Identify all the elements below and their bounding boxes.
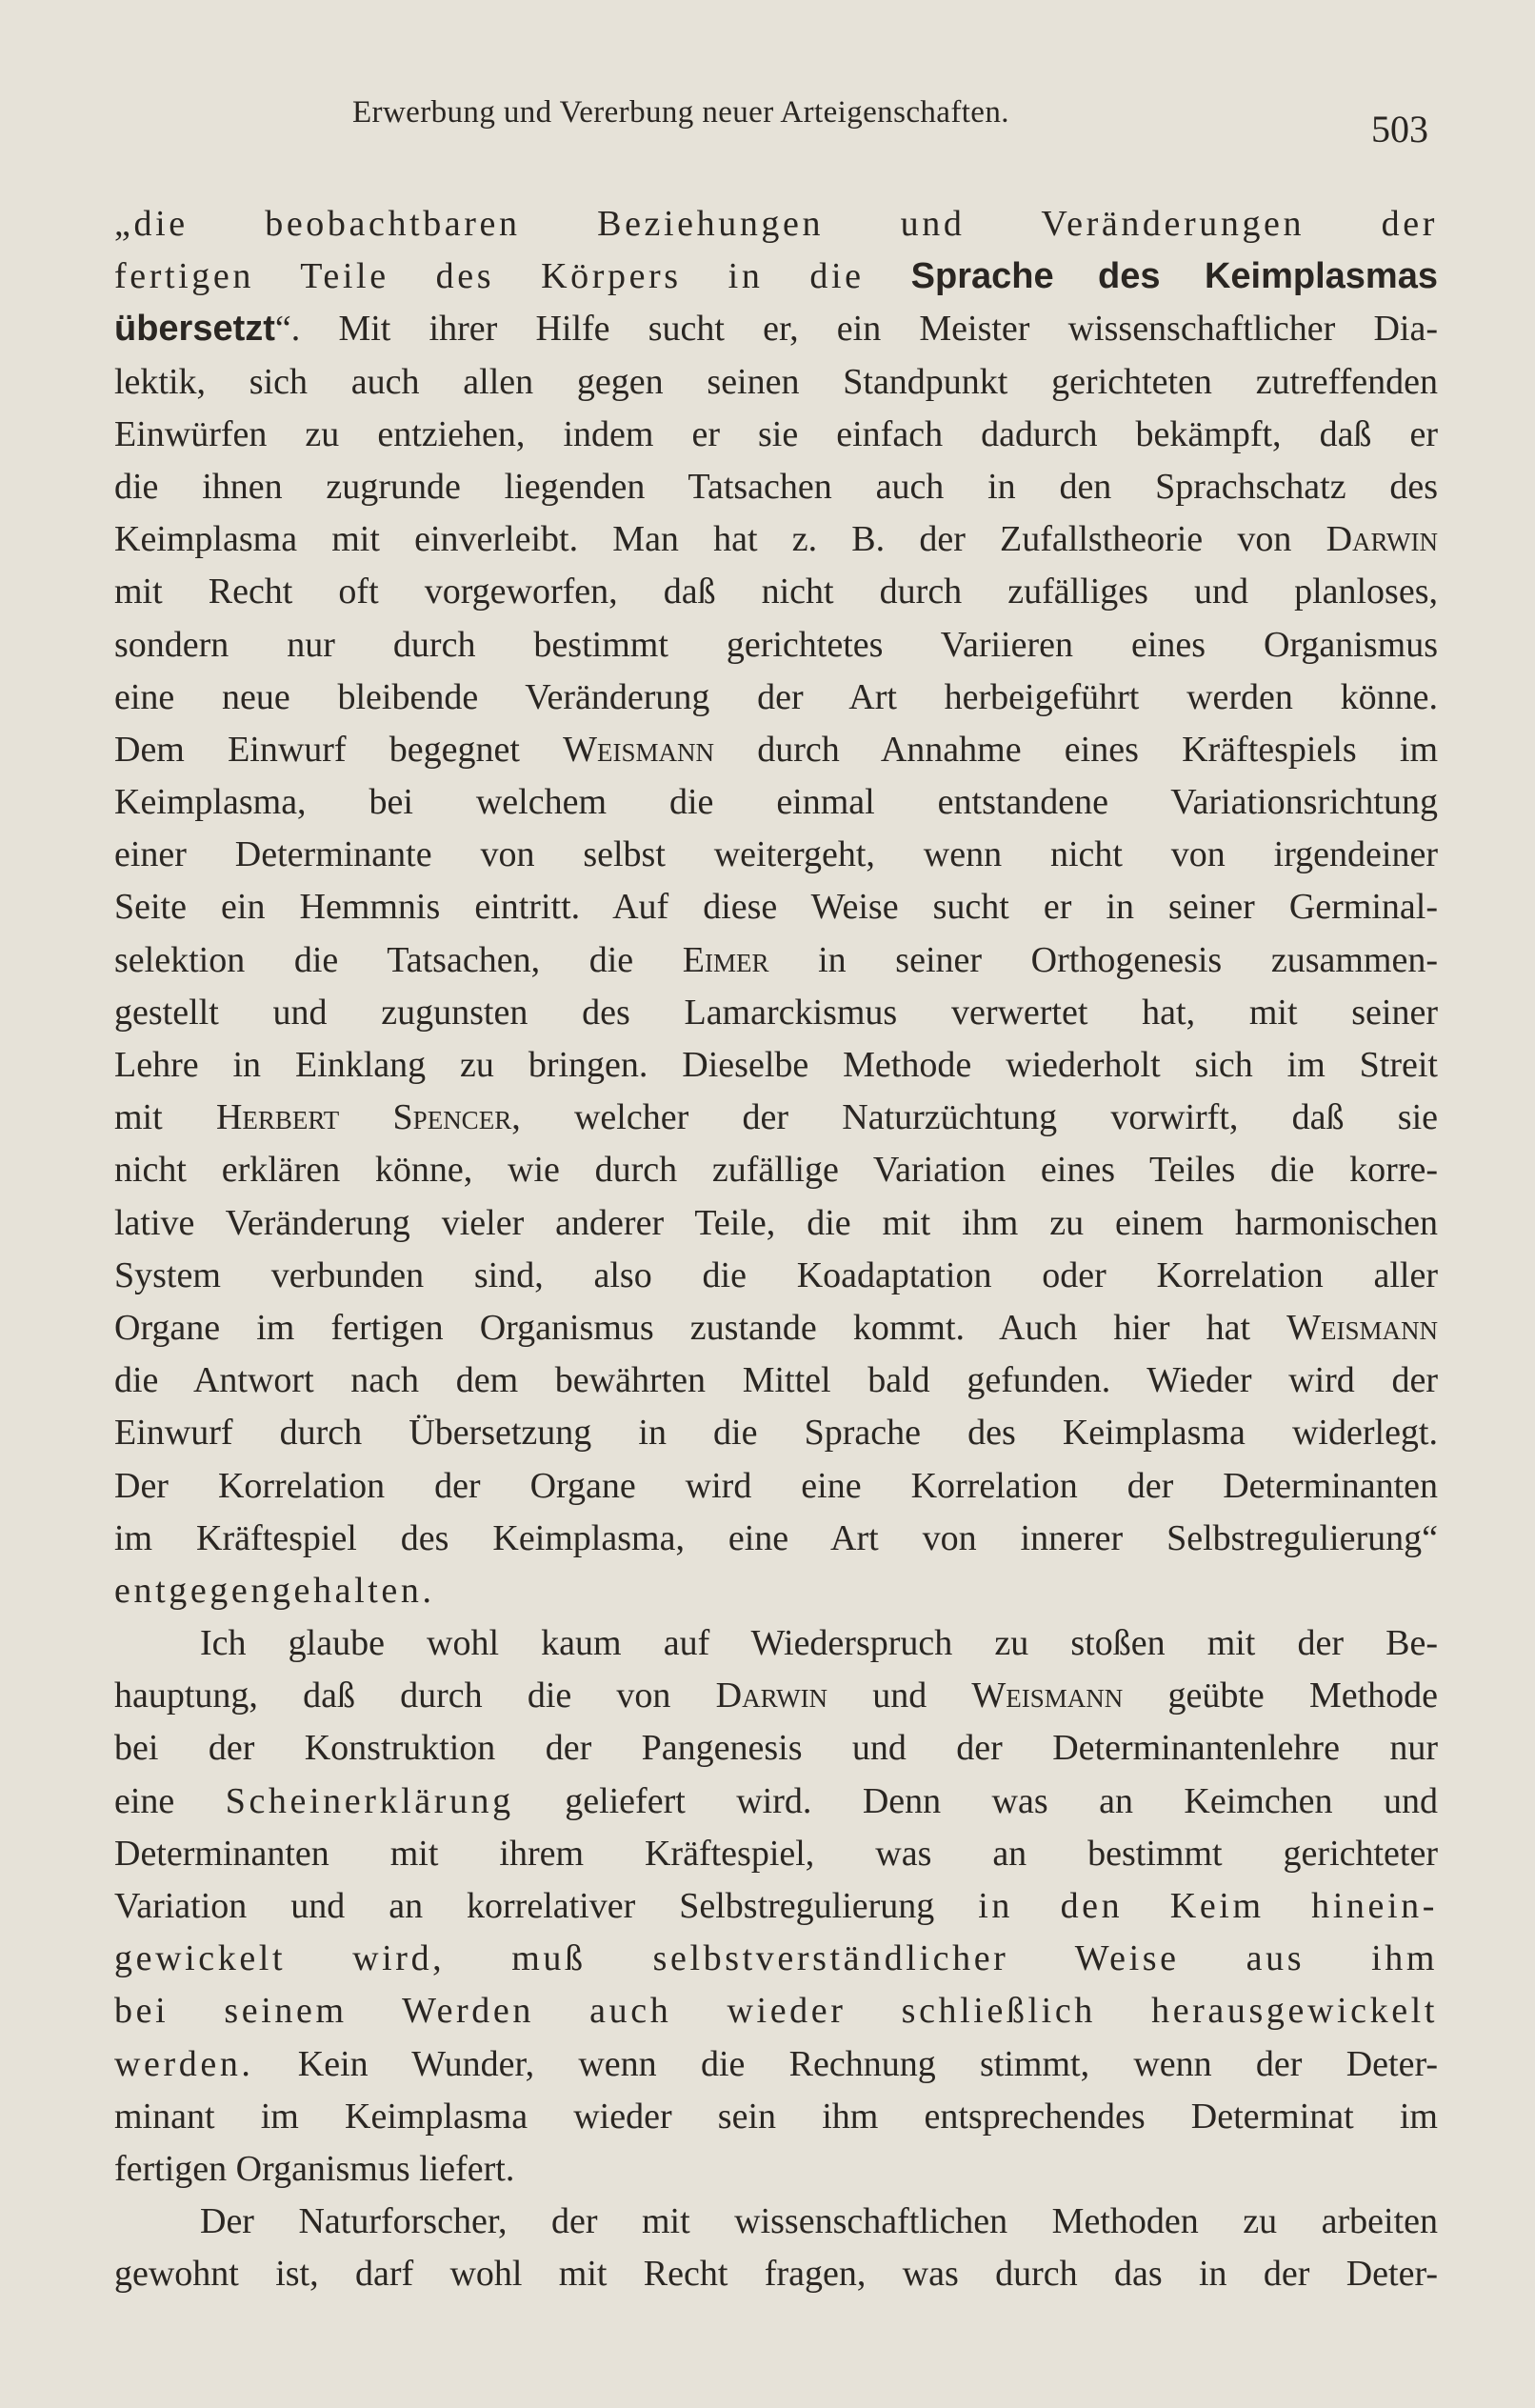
text-segment: sondern nur durch bestimmt gerichtetes Variieren eines Organismus (114, 624, 1438, 665)
text-line (114, 1197, 1438, 1250)
text-segment: mit (114, 1097, 216, 1138)
text-line (114, 619, 1438, 672)
text-line (114, 2143, 1438, 2196)
text-segment: gewickelt wird, muß selbstverständlicher Weise aus ihm (114, 1938, 1438, 1979)
text-line (114, 1039, 1438, 1092)
text-line (114, 1092, 1438, 1144)
text-segment: Herbert Spencer (215, 1097, 512, 1138)
text-line (114, 1460, 1438, 1513)
page-number: 503 (1371, 108, 1428, 150)
text-segment: Weismann (971, 1676, 1124, 1716)
text-segment: mit Recht oft vorgeworfen, daß nicht durch zufälliges und planloses, (114, 572, 1438, 612)
text-segment: “. Mit ihrer Hilfe sucht er, ein Meister wissenschaftlicher Dia- (274, 309, 1438, 350)
text-segment: gestellt und zugunsten des Lamarckismus verwertet hat, mit seiner (114, 992, 1438, 1033)
text-line (114, 776, 1438, 829)
text-segment: , welcher der Naturzüchtung vorwirft, daß sie (511, 1097, 1438, 1138)
text-segment: Lehre in Einklang zu bringen. Dieselbe Methode wiederholt sich im Streit (114, 1045, 1438, 1085)
text-segment: übersetzt (114, 309, 275, 350)
text-segment: Sprache des Keimplasmas (910, 256, 1438, 297)
text-line (114, 1302, 1438, 1354)
text-segment: Weismann (1286, 1307, 1438, 1348)
text-segment: minant im Keimplasma wieder sein ihm entsprechendes Determinat im (114, 2096, 1438, 2137)
text-line (114, 1828, 1438, 1880)
text-line (114, 251, 1438, 303)
text-line (114, 1933, 1438, 1985)
text-segment: Einwürfen zu entziehen, indem er sie einfach dadurch bekämpft, daß er (114, 413, 1438, 454)
text-line (114, 409, 1438, 461)
text-segment: gewohnt ist, darf wohl mit Recht fragen, was durch das in der Deter- (114, 2254, 1438, 2295)
text-segment: Variation und an korrelativer Selbstregulierung (114, 1886, 979, 1926)
text-line (114, 934, 1438, 987)
text-segment: fertigen Teile des Körpers in die (114, 256, 911, 297)
text-line (114, 1985, 1438, 2037)
text-segment: Eimer (682, 939, 769, 980)
text-segment: hauptung, daß durch die von (114, 1676, 716, 1716)
text-line (114, 2248, 1438, 2300)
text-segment: in den Keim hinein- (978, 1886, 1439, 1926)
text-segment: geübte Methode (1123, 1676, 1439, 1716)
text-segment: im Kräftespiel des Keimplasma, eine Art von innerer Selbstregulierung“ (114, 1517, 1438, 1558)
text-line (114, 2196, 1438, 2248)
text-segment: Der Naturforscher, der mit wissenschaftlichen Methoden zu arbeiten (200, 2201, 1438, 2242)
text-line (114, 1144, 1438, 1196)
text-segment: nicht erklären könne, wie durch zufällige Variation eines Teiles die korre- (114, 1150, 1438, 1191)
text-line (114, 987, 1438, 1039)
text-line (114, 461, 1438, 513)
text-line (114, 2091, 1438, 2143)
text-line (114, 1513, 1438, 1565)
text-line (114, 1250, 1438, 1302)
text-segment: in seiner Orthogenesis zusammen- (768, 939, 1438, 980)
text-segment: geliefert wird. Denn was an Keimchen und (513, 1780, 1438, 1821)
text-segment: bei seinem Werden auch wieder schließlich herausgewickelt (114, 1991, 1438, 2032)
text-segment: und (827, 1676, 972, 1716)
text-line (114, 2038, 1438, 2091)
body-text (114, 198, 1438, 2301)
text-segment: Der Korrelation der Organe wird eine Korrelation der Determinanten (114, 1465, 1438, 1506)
text-segment: Einwurf durch Übersetzung in die Sprache des Keimplasma widerlegt. (114, 1413, 1438, 1454)
text-segment: fertigen Organismus liefert. (114, 2148, 515, 2189)
text-segment: Darwin (715, 1676, 828, 1716)
text-segment: Keimplasma mit einverleibt. Man hat z. B. der Zufallstheorie von (114, 519, 1326, 560)
text-line (114, 881, 1438, 933)
text-segment: lative Veränderung vieler anderer Teile, die mit ihm zu einem harmonischen (114, 1202, 1438, 1243)
text-line (114, 303, 1438, 355)
text-segment: Determinanten mit ihrem Kräftespiel, was an bestimmt gerichteter (114, 1833, 1438, 1874)
text-line (114, 1354, 1438, 1407)
text-segment: eine (114, 1780, 226, 1821)
text-line (114, 672, 1438, 724)
text-segment: eine neue bleibende Veränderung der Art herbeigeführt werden könne. (114, 676, 1438, 717)
text-line (114, 1617, 1438, 1670)
text-segment: Weismann (563, 729, 715, 770)
text-segment: Keimplasma, bei welchem die einmal entstandene Variationsrichtung (114, 782, 1438, 823)
text-segment: lektik, sich auch allen gegen seinen Standpunkt gerichteten zutreffenden (114, 361, 1438, 402)
text-segment: bei der Konstruktion der Pangenesis und der Determinantenlehre nur (114, 1728, 1438, 1769)
text-segment: Kein Wunder, wenn die Rechnung stimmt, wenn der Deter- (253, 2043, 1438, 2084)
text-line (114, 1776, 1438, 1828)
text-segment: Organe im fertigen Organismus zustande kommt. Auch hier hat (114, 1307, 1287, 1348)
text-segment: einer Determinante von selbst weitergeht, wenn nicht von irgendeiner (114, 834, 1438, 875)
text-segment: die Antwort nach dem bewährten Mittel bald gefunden. Wieder wird der (114, 1360, 1438, 1401)
text-segment: Ich glaube wohl kaum auf Wiederspruch zu stoßen mit der Be- (200, 1623, 1438, 1664)
text-line (114, 356, 1438, 409)
text-line (114, 724, 1438, 776)
text-segment: die ihnen zugrunde liegenden Tatsachen auch in den Sprachschatz des (114, 466, 1438, 507)
text-segment: werden. (114, 2043, 254, 2084)
text-line (114, 198, 1438, 251)
text-segment: Darwin (1326, 519, 1438, 560)
text-segment: Seite ein Hemmnis eintritt. Auf diese Weise sucht er in seiner Germinal- (114, 887, 1438, 928)
text-segment: „die beobachtbaren Beziehungen und Veränderungen der (114, 204, 1438, 244)
text-line (114, 1407, 1438, 1459)
text-line (114, 1880, 1438, 1933)
text-segment: selektion die Tatsachen, die (114, 939, 683, 980)
text-line (114, 1565, 1438, 1617)
text-segment: durch Annahme eines Kräftespiels im (714, 729, 1438, 770)
text-segment: entgegengehalten. (114, 1570, 435, 1611)
text-segment: Dem Einwurf begegnet (114, 729, 564, 770)
running-header: Erwerbung und Vererbung neuer Arteigenschaften. (352, 95, 1009, 130)
text-segment: System verbunden sind, also die Koadaptation oder Korrelation aller (114, 1254, 1438, 1295)
text-line (114, 513, 1438, 566)
text-line (114, 566, 1438, 618)
text-line (114, 1670, 1438, 1722)
text-segment: Scheinerklärung (225, 1780, 514, 1821)
text-line (114, 1722, 1438, 1775)
text-line (114, 829, 1438, 881)
